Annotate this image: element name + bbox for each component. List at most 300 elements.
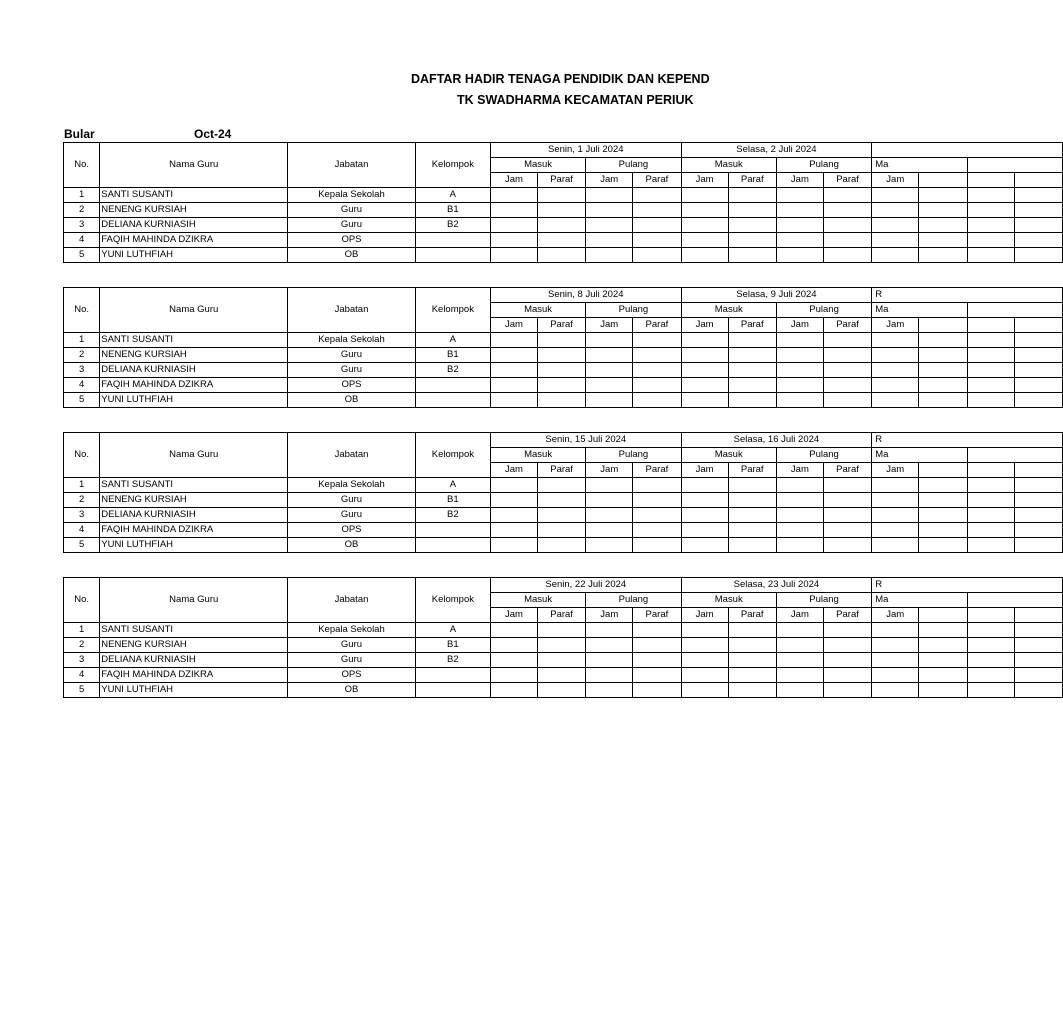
jam-cell[interactable] [681,638,728,653]
jam-cell[interactable] [681,188,728,203]
jam-cell[interactable] [490,188,537,203]
paraf-cell[interactable] [537,523,585,538]
paraf-cell[interactable] [823,233,871,248]
jam-cell[interactable] [586,233,633,248]
paraf-cell[interactable] [919,493,967,508]
staff-jabatan: OB [288,248,416,263]
paraf-cell[interactable] [823,508,871,523]
jam-cell[interactable] [490,203,537,218]
jam-cell[interactable] [967,683,1014,698]
masuk-header: Masuk [490,303,585,318]
col-jabatan-header: Jabatan [288,578,416,623]
paraf-cell[interactable] [823,493,871,508]
day1-header: Senin, 1 Juli 2024 [490,143,681,158]
paraf-cell[interactable] [633,393,681,408]
jam-cell[interactable] [776,348,823,363]
staff-no: 4 [64,668,100,683]
attendance-table [63,432,1063,553]
paraf-cell[interactable] [1014,538,1063,553]
staff-jabatan: Guru [288,493,416,508]
jam-cell[interactable] [490,508,537,523]
paraf-cell[interactable] [823,188,871,203]
paraf-cell[interactable] [823,333,871,348]
pulang-header: Pulang [586,158,681,173]
jam-cell[interactable] [776,378,823,393]
jam-cell[interactable] [872,523,919,538]
paraf-cell[interactable] [823,393,871,408]
paraf-cell[interactable] [728,333,776,348]
staff-no: 4 [64,233,100,248]
paraf-cell[interactable] [633,248,681,263]
paraf-cell[interactable] [823,638,871,653]
paraf-cell[interactable] [823,623,871,638]
jam-cell[interactable] [872,508,919,523]
col-nama-header: Nama Guru [100,433,288,478]
paraf-cell[interactable] [633,493,681,508]
jam-header: Jam [490,318,537,333]
jam-cell[interactable] [776,233,823,248]
staff-row [64,683,1063,698]
jam-cell[interactable] [967,378,1014,393]
paraf-cell[interactable] [919,668,967,683]
jam-cell[interactable] [967,493,1014,508]
paraf-cell[interactable] [537,333,585,348]
paraf-cell[interactable] [823,248,871,263]
paraf-cell[interactable] [633,668,681,683]
jam-cell[interactable] [872,203,919,218]
jam-cell[interactable] [586,623,633,638]
paraf-cell[interactable] [537,218,585,233]
jam-cell[interactable] [490,493,537,508]
jam-cell[interactable] [872,333,919,348]
paraf-cell[interactable] [728,668,776,683]
jam-cell[interactable] [586,348,633,363]
paraf-cell[interactable] [728,203,776,218]
jam-cell[interactable] [586,218,633,233]
paraf-cell[interactable] [728,248,776,263]
jam-cell[interactable] [967,218,1014,233]
paraf-cell[interactable] [823,668,871,683]
paraf-cell[interactable] [919,393,967,408]
staff-no: 2 [64,203,100,218]
jam-cell[interactable] [776,203,823,218]
day1-header: Senin, 8 Juli 2024 [490,288,681,303]
paraf-cell[interactable] [728,683,776,698]
paraf-cell[interactable] [633,378,681,393]
paraf-cell[interactable] [1014,478,1063,493]
paraf-header: Paraf [633,173,681,188]
jam-cell[interactable] [776,218,823,233]
paraf-cell[interactable] [537,508,585,523]
jam-cell[interactable] [967,523,1014,538]
jam-cell[interactable] [490,233,537,248]
staff-row [64,623,1063,638]
staff-jabatan: OB [288,538,416,553]
jam-cell[interactable] [872,478,919,493]
paraf-header: Paraf [633,318,681,333]
staff-kelompok: B2 [415,363,490,378]
jam-cell[interactable] [967,348,1014,363]
jam-cell[interactable] [681,348,728,363]
jam-cell[interactable] [872,493,919,508]
jam-cell[interactable] [967,233,1014,248]
jam-cell[interactable] [490,638,537,653]
jam-cell[interactable] [586,523,633,538]
jam-cell[interactable] [776,508,823,523]
jam-cell[interactable] [586,363,633,378]
day3-header: R [872,578,1063,593]
paraf-cell[interactable] [823,348,871,363]
paraf-cell[interactable] [1014,393,1062,408]
paraf-cell[interactable] [919,683,967,698]
paraf-cell[interactable] [633,203,681,218]
jam-cell[interactable] [872,348,919,363]
paraf-cell[interactable] [633,348,681,363]
paraf-cell[interactable] [1014,378,1062,393]
jam-cell[interactable] [967,668,1014,683]
staff-row [64,653,1063,668]
jam-cell[interactable] [586,538,633,553]
jam-cell[interactable] [776,393,823,408]
jam-cell[interactable] [586,683,633,698]
staff-kelompok: A [415,188,490,203]
masuk-header: Ma [872,158,967,173]
jam-cell[interactable] [872,248,919,263]
jam-cell[interactable] [967,188,1014,203]
jam-cell[interactable] [967,478,1014,493]
paraf-cell[interactable] [1014,638,1063,653]
paraf-cell[interactable] [919,638,967,653]
paraf-cell[interactable] [633,523,681,538]
jam-cell[interactable] [872,363,919,378]
staff-row [64,233,1063,248]
jam-cell[interactable] [586,668,633,683]
paraf-cell[interactable] [728,378,776,393]
jam-cell[interactable] [967,653,1014,668]
jam-cell[interactable] [776,683,823,698]
jam-cell[interactable] [490,248,537,263]
paraf-cell[interactable] [537,683,585,698]
staff-nama: DELIANA KURNIASIH [100,653,288,668]
staff-jabatan: Guru [288,508,416,523]
paraf-cell[interactable] [537,248,585,263]
jam-cell[interactable] [776,248,823,263]
staff-row [64,348,1063,363]
staff-kelompok [415,538,490,553]
jam-cell[interactable] [872,218,919,233]
paraf-cell[interactable] [823,218,871,233]
jam-cell[interactable] [586,378,633,393]
staff-nama: YUNI LUTHFIAH [100,538,288,553]
paraf-cell[interactable] [919,508,967,523]
paraf-cell[interactable] [1014,668,1063,683]
paraf-cell[interactable] [728,233,776,248]
jam-cell[interactable] [776,623,823,638]
masuk-header: Ma [872,448,967,463]
jam-cell[interactable] [872,623,919,638]
staff-jabatan: OPS [288,233,416,248]
paraf-cell[interactable] [919,333,967,348]
paraf-cell[interactable] [537,478,585,493]
paraf-cell[interactable] [919,348,967,363]
paraf-cell[interactable] [1014,523,1063,538]
jam-cell[interactable] [490,393,537,408]
jam-cell[interactable] [586,653,633,668]
paraf-cell[interactable] [919,623,967,638]
jam-cell[interactable] [681,683,728,698]
paraf-cell[interactable] [633,653,681,668]
paraf-cell[interactable] [537,638,585,653]
jam-cell[interactable] [586,248,633,263]
jam-cell[interactable] [872,188,919,203]
jam-cell[interactable] [776,523,823,538]
jam-cell[interactable] [490,378,537,393]
jam-cell[interactable] [776,668,823,683]
paraf-cell[interactable] [1014,188,1062,203]
paraf-cell[interactable] [633,233,681,248]
paraf-cell[interactable] [1014,493,1063,508]
jam-cell[interactable] [586,393,633,408]
paraf-cell[interactable] [1014,653,1063,668]
jam-cell[interactable] [681,493,728,508]
paraf-cell[interactable] [823,363,871,378]
staff-jabatan: OB [288,393,416,408]
jam-cell[interactable] [681,623,728,638]
paraf-cell[interactable] [919,188,967,203]
paraf-cell[interactable] [633,683,681,698]
paraf-cell[interactable] [728,393,776,408]
jam-cell[interactable] [776,188,823,203]
jam-cell[interactable] [872,668,919,683]
jam-cell[interactable] [490,348,537,363]
jam-cell[interactable] [681,508,728,523]
jam-cell[interactable] [967,248,1014,263]
paraf-cell[interactable] [919,233,967,248]
paraf-cell[interactable] [1014,203,1062,218]
staff-kelompok: B1 [415,348,490,363]
jam-cell[interactable] [490,333,537,348]
paraf-cell[interactable] [728,508,776,523]
paraf-cell[interactable] [537,538,585,553]
paraf-cell[interactable] [728,478,776,493]
jam-cell[interactable] [681,653,728,668]
staff-no: 3 [64,653,100,668]
col-no-header: No. [64,433,100,478]
paraf-cell[interactable] [919,538,967,553]
jam-cell[interactable] [967,538,1014,553]
jam-cell[interactable] [586,508,633,523]
paraf-cell[interactable] [823,378,871,393]
paraf-cell[interactable] [1014,333,1062,348]
week-block-4 [63,577,905,698]
paraf-cell[interactable] [633,363,681,378]
jam-cell[interactable] [490,668,537,683]
jam-cell[interactable] [490,538,537,553]
paraf-cell[interactable] [537,348,585,363]
paraf-cell[interactable] [537,668,585,683]
paraf-cell[interactable] [537,378,585,393]
staff-kelompok [415,683,490,698]
pulang-header: Pulang [776,448,871,463]
staff-row [64,523,1063,538]
staff-nama: FAQIH MAHINDA DZIKRA [100,523,288,538]
paraf-cell[interactable] [537,653,585,668]
paraf-cell[interactable] [633,538,681,553]
paraf-cell[interactable] [728,538,776,553]
jam-cell[interactable] [681,333,728,348]
paraf-cell[interactable] [919,378,967,393]
paraf-cell[interactable] [728,218,776,233]
paraf-cell[interactable] [919,248,967,263]
jam-cell[interactable] [490,363,537,378]
jam-cell[interactable] [776,478,823,493]
paraf-cell[interactable] [537,233,585,248]
jam-cell[interactable] [586,493,633,508]
paraf-cell[interactable] [728,523,776,538]
staff-no: 3 [64,218,100,233]
paraf-cell[interactable] [728,348,776,363]
jam-cell[interactable] [872,393,919,408]
paraf-cell[interactable] [1014,348,1062,363]
paraf-cell[interactable] [823,538,871,553]
paraf-cell[interactable] [919,363,967,378]
paraf-cell[interactable] [728,363,776,378]
paraf-cell[interactable] [633,478,681,493]
week-block-2 [63,287,905,408]
jam-cell[interactable] [586,638,633,653]
week-block-3 [63,432,905,553]
paraf-cell[interactable] [1014,623,1063,638]
staff-row [64,203,1063,218]
paraf-cell[interactable] [1014,508,1063,523]
jam-cell[interactable] [490,623,537,638]
staff-kelompok [415,523,490,538]
jam-cell[interactable] [872,378,919,393]
paraf-cell[interactable] [919,218,967,233]
paraf-cell[interactable] [919,203,967,218]
jam-cell[interactable] [681,363,728,378]
jam-cell[interactable] [872,538,919,553]
jam-cell[interactable] [490,218,537,233]
paraf-cell[interactable] [728,188,776,203]
paraf-cell[interactable] [728,493,776,508]
paraf-cell[interactable] [823,523,871,538]
paraf-cell[interactable] [633,333,681,348]
day2-header: Selasa, 2 Juli 2024 [681,143,872,158]
jam-cell[interactable] [681,378,728,393]
paraf-cell[interactable] [823,683,871,698]
jam-cell[interactable] [586,333,633,348]
paraf-cell[interactable] [1014,363,1062,378]
jam-cell[interactable] [681,478,728,493]
paraf-cell[interactable] [633,508,681,523]
paraf-cell[interactable] [823,203,871,218]
jam-cell[interactable] [681,668,728,683]
jam-cell[interactable] [967,638,1014,653]
paraf-cell[interactable] [537,623,585,638]
jam-cell[interactable] [586,478,633,493]
paraf-cell[interactable] [1014,683,1063,698]
paraf-cell[interactable] [633,623,681,638]
jam-cell[interactable] [872,653,919,668]
jam-cell[interactable] [490,683,537,698]
jam-cell[interactable] [776,538,823,553]
jam-cell[interactable] [681,538,728,553]
jam-cell[interactable] [490,523,537,538]
jam-cell[interactable] [681,203,728,218]
paraf-cell[interactable] [728,623,776,638]
jam-cell[interactable] [681,523,728,538]
jam-cell[interactable] [776,638,823,653]
jam-cell[interactable] [967,333,1014,348]
jam-cell[interactable] [776,333,823,348]
jam-cell[interactable] [681,218,728,233]
jam-cell[interactable] [776,653,823,668]
staff-no: 5 [64,683,100,698]
staff-nama: SANTI SUSANTI [100,623,288,638]
paraf-cell[interactable] [1014,218,1062,233]
jam-cell[interactable] [490,653,537,668]
jam-cell[interactable] [872,638,919,653]
jam-header: Jam [776,463,823,478]
staff-kelompok: A [415,333,490,348]
staff-no: 2 [64,348,100,363]
jam-cell[interactable] [586,203,633,218]
paraf-cell[interactable] [919,523,967,538]
jam-cell[interactable] [681,393,728,408]
staff-jabatan: OPS [288,378,416,393]
paraf-cell[interactable] [823,653,871,668]
jam-cell[interactable] [967,363,1014,378]
col-kelompok-header: Kelompok [415,288,490,333]
jam-cell[interactable] [872,683,919,698]
paraf-cell[interactable] [537,188,585,203]
jam-header: Jam [776,608,823,623]
paraf-header: Paraf [537,608,585,623]
paraf-cell[interactable] [919,653,967,668]
paraf-cell[interactable] [1014,233,1062,248]
jam-header: Jam [872,463,919,478]
jam-header: Jam [586,318,633,333]
staff-row [64,638,1063,653]
jam-cell[interactable] [967,508,1014,523]
paraf-cell[interactable] [919,478,967,493]
paraf-cell[interactable] [537,363,585,378]
paraf-cell[interactable] [537,393,585,408]
jam-cell[interactable] [490,478,537,493]
jam-cell[interactable] [776,363,823,378]
paraf-cell[interactable] [728,638,776,653]
paraf-cell[interactable] [1014,248,1062,263]
paraf-cell[interactable] [633,638,681,653]
paraf-cell[interactable] [823,478,871,493]
jam-cell[interactable] [586,188,633,203]
jam-cell[interactable] [681,233,728,248]
jam-cell[interactable] [681,248,728,263]
jam-cell[interactable] [967,203,1014,218]
paraf-cell[interactable] [728,653,776,668]
paraf-cell[interactable] [633,218,681,233]
jam-cell[interactable] [967,393,1014,408]
staff-nama: DELIANA KURNIASIH [100,363,288,378]
jam-cell[interactable] [776,493,823,508]
paraf-cell[interactable] [633,188,681,203]
jam-cell[interactable] [967,623,1014,638]
jam-cell[interactable] [872,233,919,248]
day3-header [872,143,1063,158]
paraf-cell[interactable] [537,493,585,508]
paraf-cell[interactable] [537,203,585,218]
